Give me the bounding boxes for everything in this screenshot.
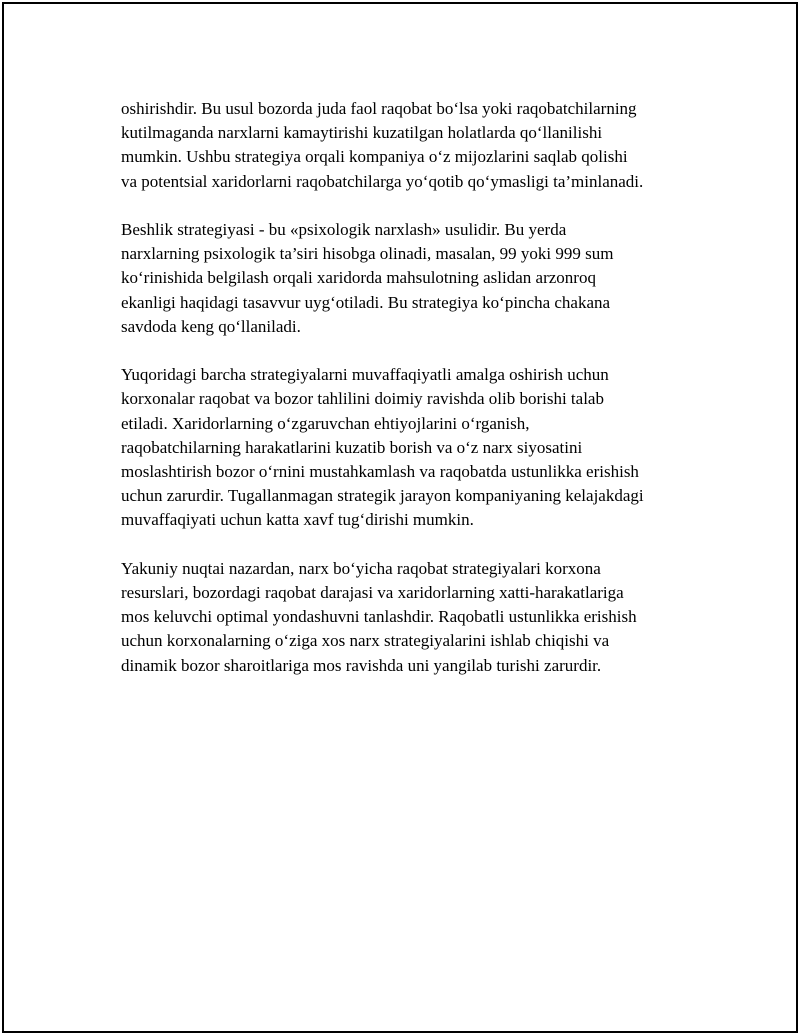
text-line: ko‘rinishida belgilash orqali xaridorda mahsulotning aslidan arzonroq bbox=[121, 268, 596, 288]
text-line: Yuqoridagi barcha strategiyalarni muvaffaqiyatli amalga oshirish uchun bbox=[121, 365, 609, 385]
text-line: uchun korxonalarning o‘ziga xos narx strategiyalarini ishlab chiqishi va bbox=[121, 631, 610, 651]
paragraph-3 bbox=[121, 363, 701, 532]
text-line: mos keluvchi optimal yondashuvni tanlashdir. Raqobatli ustunlikka erishish bbox=[121, 607, 637, 627]
paragraph-1 bbox=[121, 97, 701, 194]
document-body bbox=[121, 97, 701, 702]
text-line: muvaffaqiyati uchun katta xavf tug‘dirishi mumkin. bbox=[121, 510, 474, 530]
text-line: raqobatchilarning harakatlarini kuzatib borish va o‘z narx siyosatini bbox=[121, 437, 583, 457]
text-line: korxonalar raqobat va bozor tahlilini doimiy ravishda olib borishi talab bbox=[121, 389, 604, 409]
paragraph-2 bbox=[121, 218, 701, 339]
text-line: resurslari, bozordagi raqobat darajasi va xaridorlarning xatti-harakatlariga bbox=[121, 583, 624, 603]
text-line: va potentsial xaridorlarni raqobatchilarga yo‘qotib qo‘ymasligi ta’minlanadi. bbox=[121, 171, 644, 191]
text-line: mumkin. Ushbu strategiya orqali kompaniya o‘z mijozlarini saqlab qolishi bbox=[121, 147, 628, 167]
page-border bbox=[2, 2, 798, 1033]
text-line: Beshlik strategiyasi - bu «psixologik narxlash» usulidir. Bu yerda bbox=[121, 220, 567, 239]
text-line: narxlarning psixologik ta’siri hisobga olinadi, masalan, 99 yoki 999 sum bbox=[121, 244, 614, 264]
text-line: kutilmaganda narxlarni kamaytirishi kuzatilgan holatlarda qo‘llanilishi bbox=[121, 123, 603, 143]
text-line: dinamik bozor sharoitlariga mos ravishda uni yangilab turishi zarurdir. bbox=[121, 655, 602, 675]
paragraph-4 bbox=[121, 557, 701, 678]
text-line: Yakuniy nuqtai nazardan, narx bo‘yicha raqobat strategiyalari korxona bbox=[121, 558, 601, 578]
text-line: etiladi. Xaridorlarning o‘zgaruvchan ehtiyojlarini o‘rganish, bbox=[121, 413, 530, 433]
text-line: oshirishdir. Bu usul bozorda juda faol raqobat bo‘lsa yoki raqobatchilarning bbox=[121, 99, 637, 118]
text-line: savdoda keng qo‘llaniladi. bbox=[121, 316, 301, 336]
text-line: uchun zarurdir. Tugallanmagan strategik jarayon kompaniyaning kelajakdagi bbox=[121, 486, 644, 506]
text-line: ekanligi haqidagi tasavvur uyg‘otiladi. Bu strategiya ko‘pincha chakana bbox=[121, 292, 611, 312]
text-line: moslashtirish bozor o‘rnini mustahkamlash va raqobatda ustunlikka erishish bbox=[121, 462, 639, 482]
